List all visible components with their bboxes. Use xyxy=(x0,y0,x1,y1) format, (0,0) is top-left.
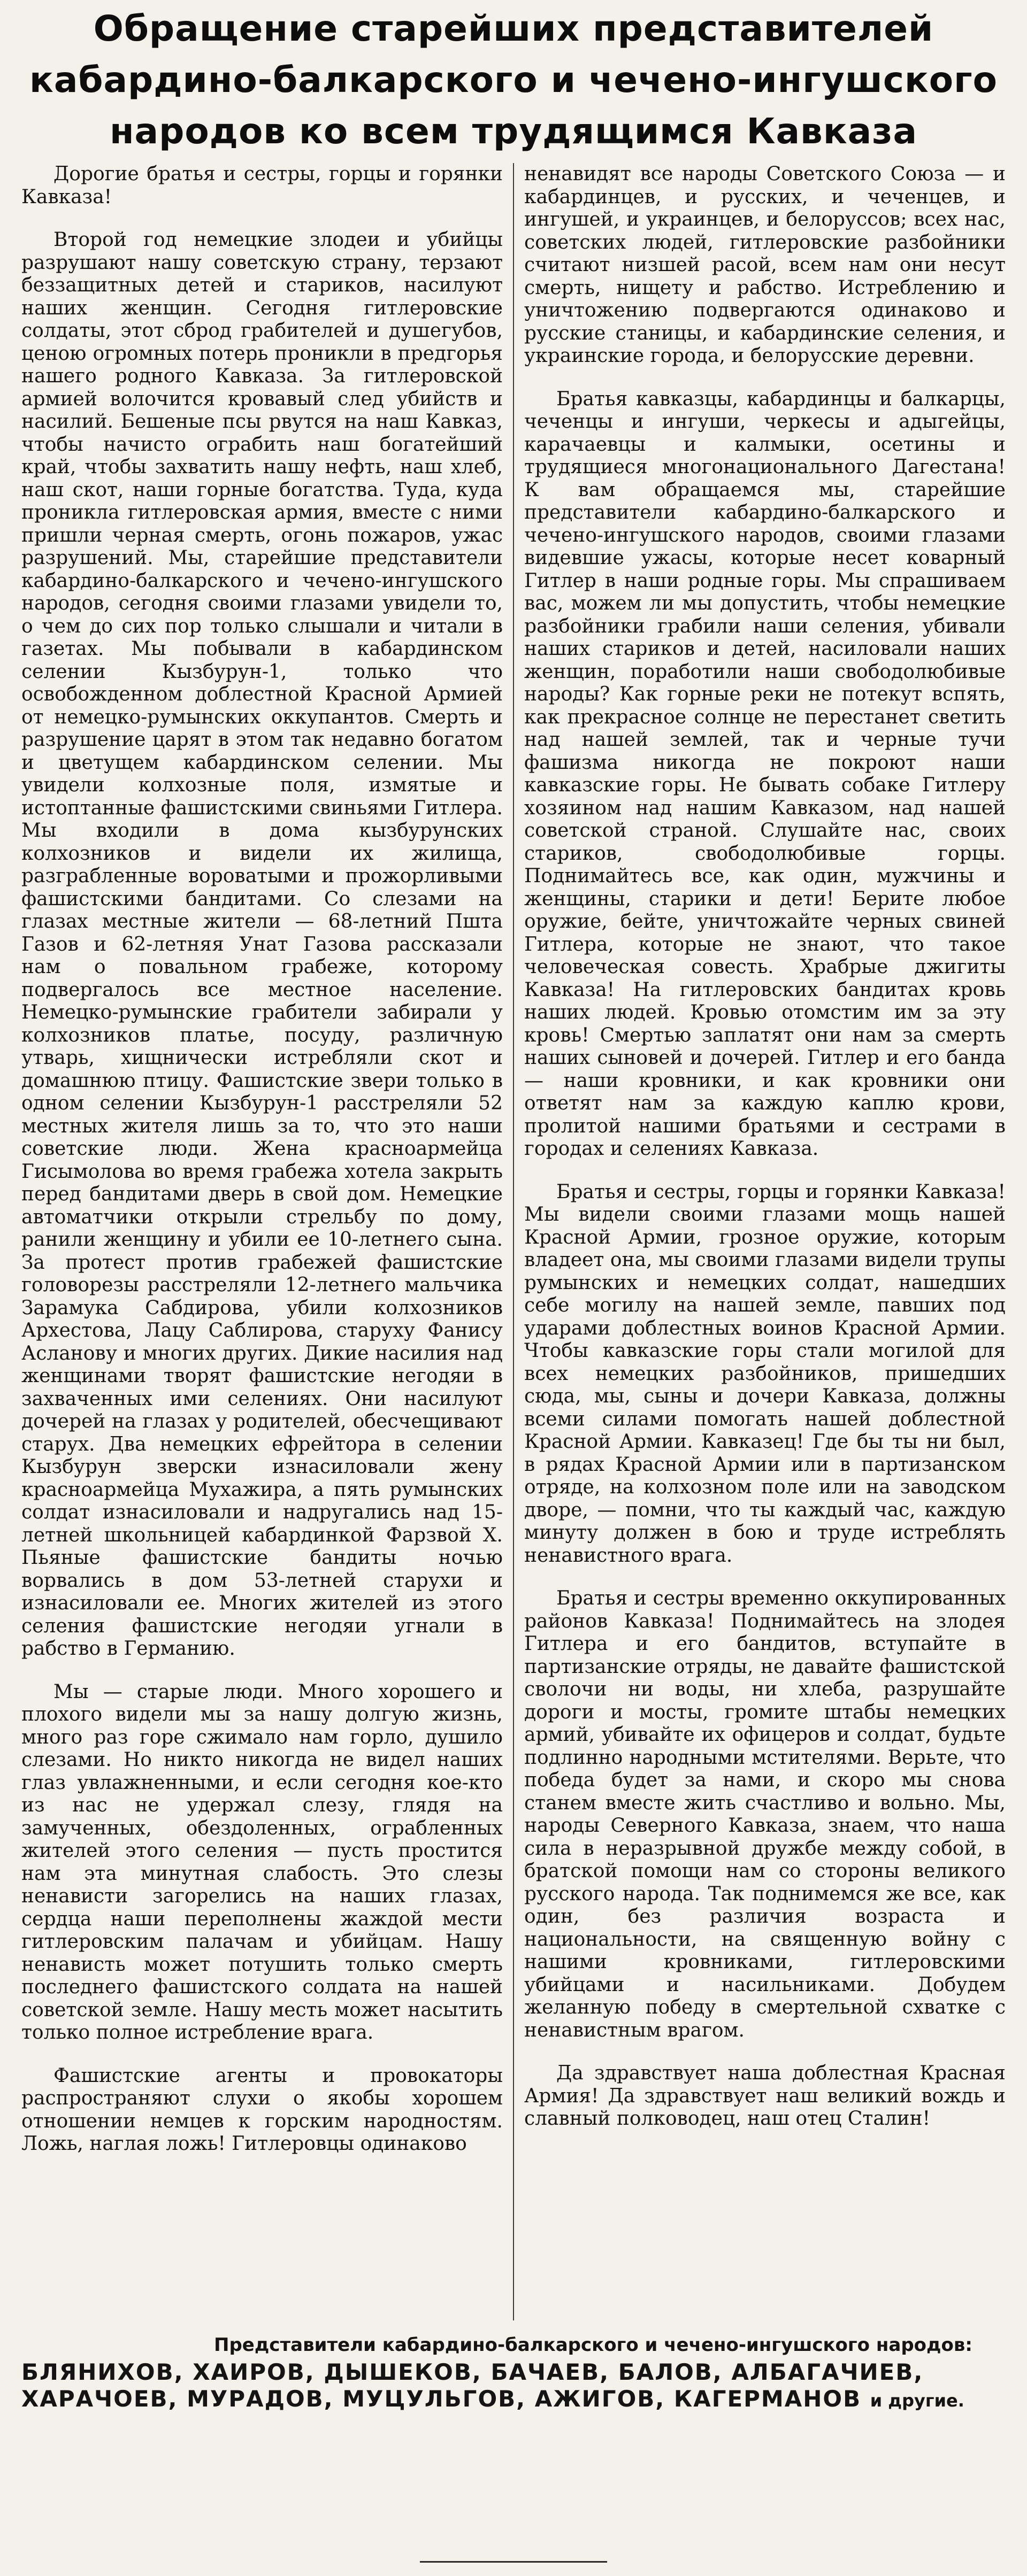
article-column-left xyxy=(21,163,503,2320)
headline-line: кабардино-балкарского и чечено-ингушского xyxy=(29,59,998,101)
end-divider xyxy=(420,2561,607,2563)
signatory-names: БЛЯНИХОВ, ХАИРОВ, ДЫШЕКОВ, БАЧАЕВ, БАЛОВ, АЛБАГАЧИЕВ, ХАРАЧОЕВ, МУРАДОВ, МУЦУЛЬГОВ, АЖИГОВ, КАГЕРМАНОВ xyxy=(21,2359,924,2412)
article-paragraph: Да здравствует наша доблестная Красная Армия! Да здравствует наш великий вождь и славный полководец, наш отец Сталин! xyxy=(524,2062,1006,2130)
article-paragraph: Мы — старые люди. Много хорошего и плохого видели мы за нашу долгую жизнь, много раз горе сжимало нам горло, душило слезами. Но никто никогда не видел наших глаз увлажненными, и если сегодня кое-кто из нас не удержал слезу, глядя на замученных, обездоленных, ограбленных жителей этого селения — пусть простится нам эта минутная слабость. Это слезы ненависти загорелись на наших глазах, сердца наши переполнены жаждой мести гитлеровским палачам и убийцам. Нашу ненависть может потушить только смерть последнего фашистского солдата на нашей советской земле. Нашу месть может насытить только полное истребление врага. xyxy=(21,1680,503,2043)
article-body xyxy=(21,163,1006,2320)
article-column-right xyxy=(524,163,1006,2320)
article-paragraph: Братья и сестры, горцы и горянки Кавказа! Мы видели своими глазами мощь нашей Красной Армии, грозное оружие, которым владеет она, мы своими глазами видели трупы румынских и немецких солдат, нашедших себе могилу на нашей земле, павших под ударами доблестных воинов Красной Армии. Чтобы кавказские горы стали могилой для всех немецких разбойников, пришедших сюда, мы, сыны и дочери Кавказа, должны всеми силами помогать нашей доблестной Красной Армии. Кавказец! Где бы ты ни был, в рядах Красной Армии или в партизанском отряде, на колхозном поле или на заводском дворе, — помни, что ты каждый час, каждую минуту должен в бою и труде истреблять ненавистного врага. xyxy=(524,1181,1006,1567)
signature-intro: Представители кабардино-балкарского и чечено-ингушского народов: xyxy=(214,2334,972,2356)
article-paragraph: Фашистские агенты и провокаторы распространяют слухи о якобы хорошем отношении немцев к горским народностям. Ложь, наглая ложь! Гитлеровцы одинаково xyxy=(21,2064,503,2155)
headline-line: народов ко всем трудящимся Кавказа xyxy=(109,111,918,152)
article-paragraph: Второй год немецкие злодеи и убийцы разрушают нашу советскую страну, терзают беззащитных детей и стариков, насилуют наших женщин. Сегодня гитлеровские солдаты, этот сброд грабителей и душегубов, ценою огромных потерь проникли в предгорья нашего родного Кавказа. За гитлеровской армией волочится кровавый след убийств и насилий. Бешеные псы рвутся на наш Кавказ, чтобы начисто ограбить наш богатейший край, чтобы захватить нашу нефть, наш хлеб, наш скот, наши горные богатства. Туда, куда проникла гитлеровская армия, вместе с ними пришли черная смерть, огонь пожаров, ужас разрушений. Мы, старейшие представители кабардино-балкарского и чечено-ингушского народов, сегодня своими глазами увидели то, о чем до сих пор только слышали и читали в газетах. Мы побывали в кабардинском селении Кызбурун-1, только что освобожденном доблестной Красной Армией от немецко-румынских оккупантов. Смерть и разрушение царят в этом так недавно богатом и цветущем кабардинском селении. Мы увидели колхозные поля, измятые и истоптанные фашистскими свиньями Гитлера. Мы входили в дома кызбурунских колхозников и видели их жилища, разграбленные вороватыми и прожорливыми фашистскими бандитами. Со слезами на глазах местные жители — 68-летний Пшта Газов и 62-летняя Унат Газова рассказали нам о повальном грабеже, которому подвергалось все местное население. Немецко-румынские грабители забирали у колхозников платье, посуду, различную утварь, хищнически истребляли скот и домашнюю птицу. Фашистские звери только в одном селении Кызбурун-1 расстреляли 52 местных жителя лишь за то, что это наши советские люди. Жена красноармейца Гисымолова во время грабежа хотела закрыть перед бандитами дверь в свой дом. Немецкие автоматчики открыли стрельбу по дому, ранили женщину и убили ее 10-летнего сына. За протест против грабежей фашистские головорезы расстреляли 12-летнего мальчика Зарамука Сабдирова, убили колхозников Архестова, Лацу Саблирова, старуху Фанису Асланову и многих других. Дикие насилия над женщинами творят фашистские негодяи в захваченных ими селениях. Они насилуют дочерей на глазах у родителей, обесчещивают старух. Два немецких ефрейтора в селении Кызбурун зверски изнасиловали жену красноармейца Мухажира, а пять румынских солдат изнасиловали и надругались над 15-летней школьницей кабардинкой Фарзвой Х. Пьяные фашистские бандиты ночью ворвались в дом 53-летней старухи и изнасиловали ее. Многих жителей из этого селения фашистские негодяи угнали в рабство в Германию. xyxy=(21,229,503,1660)
signature-block xyxy=(21,2332,1006,2414)
signature-names xyxy=(21,2359,1006,2414)
article-paragraph: Братья кавказцы, кабардинцы и балкарцы, чеченцы и ингуши, черкесы и адыгейцы, карачаевцы и калмыки, осетины и трудящиеся многонационального Дагестана! К вам обращаемся мы, старейшие представители кабардино-балкарского и чечено-ингушского народов, своими глазами видевшие ужасы, которые несет коварный Гитлер в наши родные горы. Мы спрашиваем вас, можем ли мы допустить, чтобы немецкие разбойники грабили наши селения, убивали наших стариков и детей, насиловали наших женщин, поработили наши свободолюбивые народы? Как горные реки не потекут вспять, как прекрасное солнце не перестанет светить над нашей землей, так и черные тучи фашизма никогда не покроют наши кавказские горы. Не бывать собаке Гитлеру хозяином над нашим Кавказом, над нашей советской страной. Слушайте нас, своих стариков, свободолюбивые горцы. Поднимайтесь все, как один, мужчины и женщины, старики и дети! Берите любое оружие, бейте, уничтожайте черных свиней Гитлера, которые не знают, что такое человеческая совесть. Храбрые джигиты Кавказа! На гитлеровских бандитах кровь наших людей. Кровью отомстим им за эту кровь! Смертью заплатят они нам за смерть наших сыновей и дочерей. Гитлер и его банда — наши кровники, и как кровники они ответят нам за каждую каплю крови, пролитой нашими братьями и сестрами в городах и селениях Кавказа. xyxy=(524,388,1006,1160)
signature-tail: и другие. xyxy=(870,2390,964,2411)
article-paragraph: Дорогие братья и сестры, горцы и горянки Кавказа! xyxy=(21,163,503,208)
article-paragraph: Братья и сестры временно оккупированных районов Кавказа! Поднимайтесь на злодея Гитлера и его бандитов, вступайте в партизанские отряды, не давайте фашистской сволочи ни воды, ни хлеба, разрушайте дороги и мосты, громите штабы немецких армий, убивайте их офицеров и солдат, будьте подлинно народными мстителями. Верьте, что победа будет за нами, и скоро мы снова станем вместе жить счастливо и вольно. Мы, народы Северного Кавказа, знаем, что наша сила в неразрывной дружбе между собой, в братской помощи нам со стороны великого русского народа. Так поднимемся же все, как один, без различия возраста и национальности, на священную войну с нашими кровниками, гитлеровскими убийцами и насильниками. Добудем желанную победу в смертельной схватке с ненавистным врагом. xyxy=(524,1587,1006,2041)
article-headline xyxy=(21,0,1006,157)
headline-line: Обращение старейших представителей xyxy=(93,8,934,49)
column-divider xyxy=(513,163,514,2320)
article-paragraph: ненавидят все народы Советского Союза — и кабардинцев, и русских, и чеченцев, и ингушей, и украинцев, и белоруссов; всех нас, советских людей, гитлеровские разбойники считают низшей расой, всем нам они несут смерть, нищету и рабство. Истреблению и уничтожению подвергаются одинаково и русские станицы, и кабардинские селения, и украинские города, и белорусские деревни. xyxy=(524,163,1006,367)
